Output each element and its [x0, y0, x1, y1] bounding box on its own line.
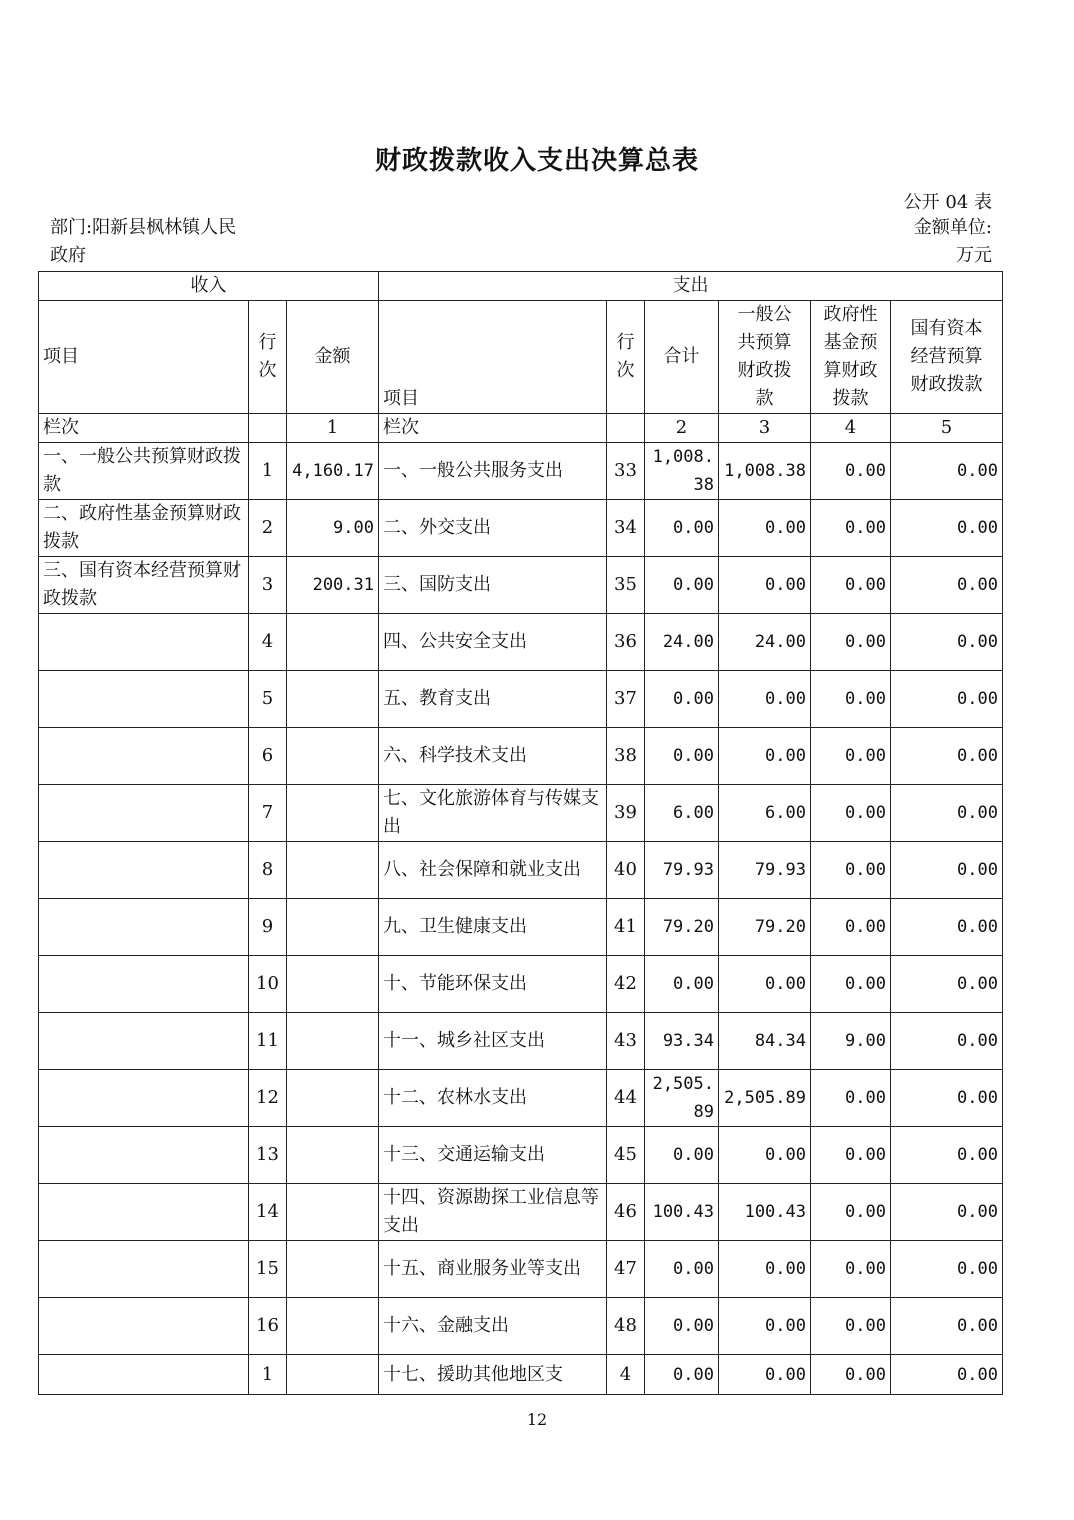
income-item-header: 项目 — [39, 301, 249, 414]
income-amount-header: 金额 — [287, 301, 379, 414]
table-row — [39, 1070, 1003, 1127]
income-row-no-cell: 12 — [249, 1070, 287, 1127]
total-cell: 0.00 — [645, 956, 719, 1013]
income-item-cell — [39, 1241, 249, 1298]
income-amount-cell — [287, 1355, 379, 1395]
fund-budget-cell: 0.00 — [811, 1127, 891, 1184]
income-amount-cell — [287, 956, 379, 1013]
income-row-no-cell: 7 — [249, 785, 287, 842]
general-budget-cell: 0.00 — [719, 728, 811, 785]
fund-budget-cell: 0.00 — [811, 956, 891, 1013]
col-index-3: 3 — [719, 414, 811, 443]
expense-row-no-cell: 48 — [607, 1298, 645, 1355]
expense-row-no-cell: 4 — [607, 1355, 645, 1395]
income-amount-cell — [287, 614, 379, 671]
expense-row-no-cell: 41 — [607, 899, 645, 956]
income-header: 收入 — [39, 272, 379, 301]
expense-row-no-cell: 33 — [607, 443, 645, 500]
table-row — [39, 443, 1003, 500]
income-item-cell — [39, 1298, 249, 1355]
income-row-no-cell: 14 — [249, 1184, 287, 1241]
state-capital-cell: 0.00 — [891, 1241, 1003, 1298]
fund-budget-cell: 0.00 — [811, 1184, 891, 1241]
amount-unit-label: 金额单位:万元 — [913, 217, 992, 266]
general-budget-cell: 0.00 — [719, 1241, 811, 1298]
expense-item-cell: 十四、资源勘探工业信息等支出 — [379, 1184, 607, 1241]
table-row — [39, 1241, 1003, 1298]
expense-item-cell: 十一、城乡社区支出 — [379, 1013, 607, 1070]
expense-row-no-cell: 38 — [607, 728, 645, 785]
total-cell: 1,008.38 — [645, 443, 719, 500]
expense-row-no-cell: 34 — [607, 500, 645, 557]
income-item-cell: 三、国有资本经营预算财政拨款 — [39, 557, 249, 614]
col-index-4: 4 — [811, 414, 891, 443]
state-capital-cell: 0.00 — [891, 500, 1003, 557]
income-item-cell — [39, 899, 249, 956]
fund-budget-cell: 0.00 — [811, 557, 891, 614]
total-cell: 0.00 — [645, 1355, 719, 1395]
state-capital-cell: 0.00 — [891, 443, 1003, 500]
expense-header: 支出 — [379, 272, 1003, 301]
fund-budget-cell: 0.00 — [811, 1241, 891, 1298]
income-amount-cell — [287, 842, 379, 899]
fund-budget-cell: 0.00 — [811, 671, 891, 728]
state-capital-cell: 0.00 — [891, 728, 1003, 785]
income-amount-cell — [287, 671, 379, 728]
expense-item-cell: 六、科学技术支出 — [379, 728, 607, 785]
total-cell: 79.20 — [645, 899, 719, 956]
general-budget-cell: 0.00 — [719, 1127, 811, 1184]
income-amount-cell — [287, 1013, 379, 1070]
total-cell: 100.43 — [645, 1184, 719, 1241]
table-row — [39, 1184, 1003, 1241]
income-item-cell — [39, 842, 249, 899]
state-capital-cell: 0.00 — [891, 785, 1003, 842]
income-row-no-cell: 13 — [249, 1127, 287, 1184]
total-cell: 93.34 — [645, 1013, 719, 1070]
income-row-no-cell: 6 — [249, 728, 287, 785]
table-row — [39, 1355, 1003, 1395]
section-header-row — [39, 272, 1003, 301]
total-cell: 0.00 — [645, 500, 719, 557]
fund-budget-cell: 0.00 — [811, 1355, 891, 1395]
expense-item-cell: 二、外交支出 — [379, 500, 607, 557]
general-budget-cell: 1,008.38 — [719, 443, 811, 500]
income-row-no-cell: 2 — [249, 500, 287, 557]
income-amount-cell: 200.31 — [287, 557, 379, 614]
income-row-no-cell: 16 — [249, 1298, 287, 1355]
income-amount-cell — [287, 1127, 379, 1184]
income-item-cell — [39, 671, 249, 728]
expense-row-no-cell: 45 — [607, 1127, 645, 1184]
general-budget-cell: 0.00 — [719, 1298, 811, 1355]
income-amount-cell — [287, 728, 379, 785]
expense-item-cell: 九、卫生健康支出 — [379, 899, 607, 956]
total-header: 合计 — [645, 301, 719, 414]
total-cell: 24.00 — [645, 614, 719, 671]
income-item-cell: 一、一般公共预算财政拨款 — [39, 443, 249, 500]
general-budget-cell: 0.00 — [719, 671, 811, 728]
income-amount-cell: 9.00 — [287, 500, 379, 557]
general-budget-cell: 79.20 — [719, 899, 811, 956]
table-number: 公开 04 表 — [903, 192, 992, 213]
state-capital-cell: 0.00 — [891, 899, 1003, 956]
table-row — [39, 557, 1003, 614]
state-capital-cell: 0.00 — [891, 614, 1003, 671]
expense-item-cell: 四、公共安全支出 — [379, 614, 607, 671]
col-index-label-left: 栏次 — [39, 414, 249, 443]
expense-item-cell: 七、文化旅游体育与传媒支出 — [379, 785, 607, 842]
income-item-cell — [39, 785, 249, 842]
department-label: 部门:阳新县枫林镇人民政府 — [50, 217, 237, 266]
income-row-no-cell: 9 — [249, 899, 287, 956]
total-cell: 0.00 — [645, 1298, 719, 1355]
state-capital-cell: 0.00 — [891, 1127, 1003, 1184]
total-cell: 79.93 — [645, 842, 719, 899]
report-title: 财政拨款收入支出决算总表 — [374, 146, 699, 176]
general-budget-cell: 0.00 — [719, 557, 811, 614]
expense-item-cell: 一、一般公共服务支出 — [379, 443, 607, 500]
expense-item-cell: 三、国防支出 — [379, 557, 607, 614]
expense-item-cell: 十三、交通运输支出 — [379, 1127, 607, 1184]
col-index-5: 5 — [891, 414, 1003, 443]
expense-row-no-cell: 47 — [607, 1241, 645, 1298]
column-index-row — [39, 414, 1003, 443]
income-amount-cell — [287, 1298, 379, 1355]
general-budget-cell: 0.00 — [719, 1355, 811, 1395]
income-amount-cell — [287, 785, 379, 842]
table-row — [39, 1013, 1003, 1070]
state-capital-cell: 0.00 — [891, 671, 1003, 728]
state-capital-cell: 0.00 — [891, 1298, 1003, 1355]
income-item-cell — [39, 728, 249, 785]
expense-row-no-cell: 44 — [607, 1070, 645, 1127]
table-row — [39, 1127, 1003, 1184]
fund-budget-cell: 9.00 — [811, 1013, 891, 1070]
fund-budget-cell: 0.00 — [811, 500, 891, 557]
income-item-cell — [39, 1127, 249, 1184]
col-index-label-right: 栏次 — [379, 414, 607, 443]
state-capital-cell: 0.00 — [891, 842, 1003, 899]
table-row — [39, 728, 1003, 785]
total-cell: 0.00 — [645, 1127, 719, 1184]
total-cell: 0.00 — [645, 671, 719, 728]
fund-budget-cell: 0.00 — [811, 614, 891, 671]
expense-item-cell: 五、教育支出 — [379, 671, 607, 728]
general-budget-cell: 84.34 — [719, 1013, 811, 1070]
expense-row-no-header: 行次 — [607, 301, 645, 414]
income-amount-cell — [287, 1070, 379, 1127]
income-row-no-cell: 1 — [249, 443, 287, 500]
income-amount-cell: 4,160.17 — [287, 443, 379, 500]
expense-row-no-cell: 42 — [607, 956, 645, 1013]
income-item-cell — [39, 1355, 249, 1395]
income-item-cell: 二、政府性基金预算财政拨款 — [39, 500, 249, 557]
income-item-cell — [39, 956, 249, 1013]
income-item-cell — [39, 1184, 249, 1241]
general-budget-cell: 0.00 — [719, 956, 811, 1013]
page-number: 12 — [526, 1410, 548, 1429]
income-amount-cell — [287, 899, 379, 956]
table-row — [39, 956, 1003, 1013]
empty-cell — [607, 414, 645, 443]
expense-row-no-cell: 37 — [607, 671, 645, 728]
income-row-no-cell: 5 — [249, 671, 287, 728]
income-row-no-cell: 10 — [249, 956, 287, 1013]
table-row — [39, 500, 1003, 557]
fund-budget-cell: 0.00 — [811, 899, 891, 956]
expense-item-cell: 十七、援助其他地区支 — [379, 1355, 607, 1395]
total-cell: 6.00 — [645, 785, 719, 842]
income-row-no-cell: 8 — [249, 842, 287, 899]
state-capital-header: 国有资本经营预算财政拨款 — [891, 301, 1003, 414]
income-row-no-cell: 11 — [249, 1013, 287, 1070]
general-budget-cell: 6.00 — [719, 785, 811, 842]
income-row-no-cell: 15 — [249, 1241, 287, 1298]
total-cell: 0.00 — [645, 728, 719, 785]
fund-budget-cell: 0.00 — [811, 728, 891, 785]
income-row-no-cell: 3 — [249, 557, 287, 614]
fund-budget-cell: 0.00 — [811, 443, 891, 500]
table-row — [39, 671, 1003, 728]
expense-row-no-cell: 35 — [607, 557, 645, 614]
expense-item-header: 项目 — [379, 301, 607, 414]
table-row — [39, 899, 1003, 956]
total-cell: 0.00 — [645, 557, 719, 614]
fund-budget-cell: 0.00 — [811, 785, 891, 842]
income-item-cell — [39, 1070, 249, 1127]
expense-item-cell: 八、社会保障和就业支出 — [379, 842, 607, 899]
fund-budget-cell: 0.00 — [811, 1070, 891, 1127]
income-item-cell — [39, 1013, 249, 1070]
general-budget-cell: 24.00 — [719, 614, 811, 671]
table-row — [39, 614, 1003, 671]
general-budget-cell: 79.93 — [719, 842, 811, 899]
state-capital-cell: 0.00 — [891, 1355, 1003, 1395]
state-capital-cell: 0.00 — [891, 1013, 1003, 1070]
general-budget-cell: 100.43 — [719, 1184, 811, 1241]
table-row — [39, 842, 1003, 899]
general-budget-cell: 2,505.89 — [719, 1070, 811, 1127]
fund-budget-cell: 0.00 — [811, 1298, 891, 1355]
income-row-no-cell: 1 — [249, 1355, 287, 1395]
income-amount-cell — [287, 1184, 379, 1241]
expense-item-cell: 十六、金融支出 — [379, 1298, 607, 1355]
state-capital-cell: 0.00 — [891, 1070, 1003, 1127]
fiscal-summary-table — [38, 271, 1003, 1395]
general-budget-cell: 0.00 — [719, 500, 811, 557]
table-row — [39, 785, 1003, 842]
state-capital-cell: 0.00 — [891, 557, 1003, 614]
expense-item-cell: 十二、农林水支出 — [379, 1070, 607, 1127]
income-row-no-cell: 4 — [249, 614, 287, 671]
expense-row-no-cell: 36 — [607, 614, 645, 671]
expense-row-no-cell: 39 — [607, 785, 645, 842]
fund-budget-header: 政府性基金预算财政拨款 — [811, 301, 891, 414]
expense-item-cell: 十五、商业服务业等支出 — [379, 1241, 607, 1298]
fund-budget-cell: 0.00 — [811, 842, 891, 899]
expense-row-no-cell: 40 — [607, 842, 645, 899]
total-cell: 2,505.89 — [645, 1070, 719, 1127]
income-item-cell — [39, 614, 249, 671]
total-cell: 0.00 — [645, 1241, 719, 1298]
income-amount-cell — [287, 1241, 379, 1298]
income-row-no-header: 行次 — [249, 301, 287, 414]
table-row — [39, 1298, 1003, 1355]
column-header-row — [39, 301, 1003, 414]
col-index-1: 1 — [287, 414, 379, 443]
expense-item-cell: 十、节能环保支出 — [379, 956, 607, 1013]
state-capital-cell: 0.00 — [891, 1184, 1003, 1241]
col-index-2: 2 — [645, 414, 719, 443]
expense-row-no-cell: 43 — [607, 1013, 645, 1070]
empty-cell — [249, 414, 287, 443]
general-budget-header: 一般公共预算财政拨款 — [719, 301, 811, 414]
state-capital-cell: 0.00 — [891, 956, 1003, 1013]
expense-row-no-cell: 46 — [607, 1184, 645, 1241]
